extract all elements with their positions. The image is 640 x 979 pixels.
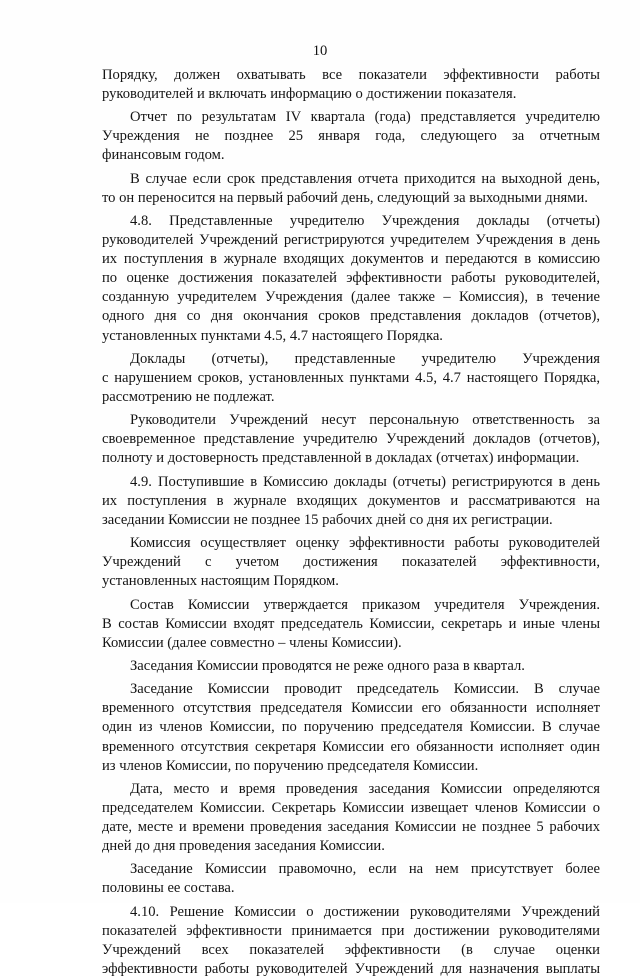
text-line: временного отсутствия председателя Комиссии его обязанности исполняет (102, 700, 600, 717)
text-line: Учреждений с учетом достижения показателей эффективности, (102, 554, 600, 571)
paragraph (102, 780, 600, 856)
text-line: своевременное представление учредителю Учреждений докладов (отчетов), (102, 431, 600, 448)
text-line: 4.8. Представленные учредителю Учреждения доклады (отчеты) (130, 213, 600, 230)
paragraph (102, 66, 600, 104)
text-line: Учреждения не позднее 25 января года, следующего за отчетным (102, 128, 600, 145)
text-line: полноту и достоверность представленной в докладах (отчетах) информации. (102, 450, 580, 467)
text-line: руководителей Учреждений регистрируются учредителем Учреждения в день (102, 232, 600, 249)
text-line: Отчет по результатам IV квартала (года) представляется учредителю (130, 109, 600, 126)
paragraph (102, 680, 600, 775)
text-line: с нарушением сроков, установленных пунктами 4.5, 4.7 настоящего Порядка, (102, 369, 600, 386)
text-line: Дата, место и время проведения заседания Комиссии определяются (130, 780, 600, 797)
text-line: показателей эффективности принимается при достижении руководителями (102, 922, 600, 939)
text-line: Заседания Комиссии проводятся не реже одного раза в квартал. (130, 658, 525, 675)
text-line: руководителей и включать информацию о достижении показателя. (102, 86, 517, 103)
text-line: В случае если срок представления отчета приходится на выходной день, (130, 170, 600, 187)
text-line: эффективности работы руководителей Учреждений для назначения выплаты (102, 960, 600, 977)
text-line: председателем Комиссии. Секретарь Комиссии извещает членов Комиссии о (102, 799, 600, 816)
text-line: установленных пунктами 4.5, 4.7 настоящего Порядка. (102, 327, 443, 344)
text-line: созданную учредителем Учреждения (далее также – Комиссия), в течение (102, 289, 600, 306)
text-line: 4.9. Поступившие в Комиссию доклады (отчеты) регистрируются в день (130, 473, 600, 490)
paragraph (102, 212, 600, 345)
text-line: Учреждений всех показателей эффективности (в случае оценки (102, 941, 600, 958)
text-line: Комиссии (далее совместно – члены Комиссии). (102, 634, 402, 651)
text-line: В состав Комиссии входят председатель Комиссии, секретарь и иные члены (102, 615, 600, 632)
text-line: заседании Комиссии не позднее 15 рабочих дней со дня их регистрации. (102, 511, 553, 528)
paragraph (102, 350, 600, 407)
text-line: финансовым годом. (102, 147, 225, 164)
paragraph (102, 860, 600, 898)
paragraph (102, 170, 600, 208)
text-line: один из членов Комиссии, по поручению председателя Комиссии. В случае (102, 719, 600, 736)
text-line: установленных настоящим Порядком. (102, 573, 339, 590)
paragraph (102, 657, 600, 676)
text-line: одного дня со дня окончания сроков представления докладов (отчетов), (102, 308, 600, 325)
paragraph (102, 411, 600, 468)
paragraph (102, 108, 600, 165)
text-line: Комиссия осуществляет оценку эффективности работы руководителей (130, 535, 600, 552)
text-line: половины ее состава. (102, 880, 235, 897)
text-line: их поступления в журнале входящих документов и рассматриваются на (102, 492, 600, 509)
text-line: из членов Комиссии, по поручению председателя Комиссии. (102, 757, 479, 774)
text-line: Руководители Учреждений несут персональную ответственность за (130, 412, 600, 429)
paragraph (102, 596, 600, 653)
document-body (102, 66, 600, 979)
paragraph (102, 534, 600, 591)
text-line: дней до дня проведения заседания Комиссии. (102, 838, 385, 855)
text-line: рассмотрению не подлежат. (102, 388, 275, 405)
text-line: их поступления в журнале входящих документов и передаются в комиссию (102, 251, 600, 268)
text-line: Порядку, должен охватывать все показатели эффективности работы (102, 67, 600, 83)
text-line: по оценке достижения показателей эффективности работы руководителей, (102, 270, 600, 287)
page-number: 10 (312, 43, 328, 59)
text-line: Заседание Комиссии проводит председатель Комиссии. В случае (130, 681, 600, 698)
text-line: Доклады (отчеты), представленные учредителю Учреждения (130, 350, 600, 367)
paragraph (102, 903, 600, 979)
paragraph (102, 473, 600, 530)
text-line: то он переносится на первый рабочий день, следующий за выходными днями. (102, 189, 588, 206)
text-line: Состав Комиссии утверждается приказом учредителя Учреждения. (130, 596, 600, 613)
text-line: 4.10. Решение Комиссии о достижении руководителями Учреждений (130, 903, 600, 920)
text-line: дате, месте и времени проведения заседания Комиссии не позднее 5 рабочих (102, 819, 600, 835)
text-line: Заседание Комиссии правомочно, если на нем присутствует более (130, 861, 600, 878)
text-line: временного отсутствия секретаря Комиссии его обязанности исполняет один (102, 738, 600, 755)
